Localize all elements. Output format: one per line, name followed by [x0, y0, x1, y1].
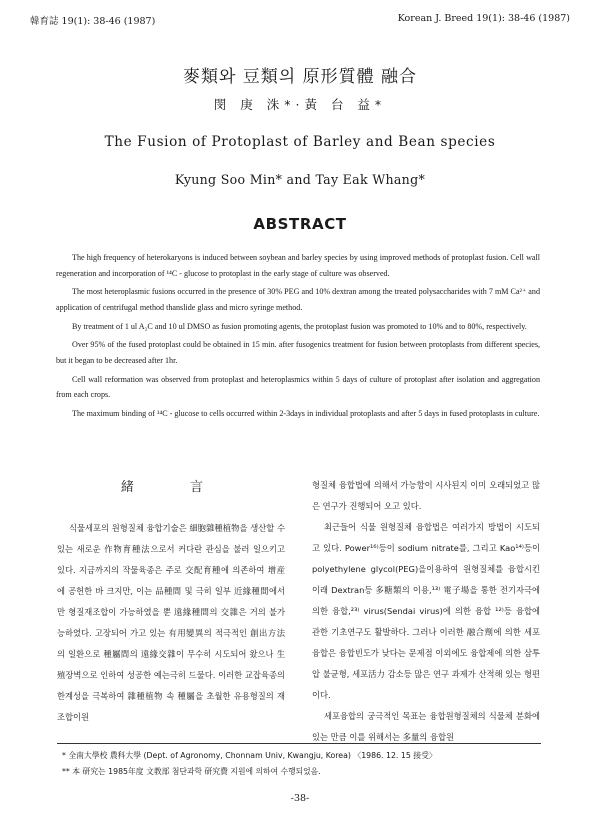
intro-paragraph: 세포융합의 궁극적인 목표는 융합원형질체의 식물체 분화에 있는 만큼 이를 위해서는 多量의 융합원 — [312, 711, 540, 742]
footnote-divider — [57, 743, 541, 744]
intro-left-column — [57, 475, 285, 728]
intro-right-column — [312, 475, 540, 748]
abstract-paragraph: The maximum binding of ¹⁴C - glucose to cells occurred within 2-3days in individual protoplasts and after 5 days in fused protoplasts in culture. — [72, 408, 540, 418]
intro-paragraph: 형질체 융합법에 의해서 가능함이 시사된지 이미 오래되었고 많은 연구가 진행되어 오고 있다. — [312, 480, 540, 511]
abstract-heading: ABSTRACT — [253, 215, 347, 233]
title-korean: 麥類와 豆類의 原形質體 融合 — [182, 67, 418, 87]
abstract-paragraph: The high frequency of heterokaryons is induced between soybean and barley species by using improved methods of protoplast fusion. Cell wall regeneration and incorporation of ¹⁴C - glucose to protoplast in the early stage of culture was observed. — [56, 253, 540, 278]
journal-header-korean: 韓育誌 19(1): 38-46 (1987) — [30, 16, 156, 27]
intro-paragraph: 최근들어 식물 원형질체 융합법은 여러가지 방법이 시도되고 있다. Power¹⁶⁾등이 sodium nitrate를, 그리고 Kao¹⁴⁾등이 polyethylene glycol(PEG)을이용하여 원형질체를 융합시킨 이래 Dextran등 多糖類의 이용,¹³⁾ 電子場을 통한 전기자극에 의한 융합,²³⁾ virus(Sendai virus)에 의한 융합 ¹²⁾등 융합에 관한 기초연구도 활발하다. 그러나 이러한 融合劑에 의한 세포융합은 융합빈도가 낮다는 문제점 이외에도 융합제에 의한 삼투압 불균형, 세포活力 감소등 많은 연구 과제가 산적해 있는 형편이다. — [312, 522, 540, 700]
abstract-body — [56, 250, 540, 425]
footnote-funding: ** 本 研究는 1985年度 文教部 첨단과학 研究費 지원에 의하여 수행되었음. — [62, 767, 321, 776]
footnote-affiliation: * 全南大學校 農科大學 (Dept. of Agronomy, Chonnam Univ, Kwangju, Korea) 〈1986. 12. 15 接受〉 — [62, 751, 437, 760]
journal-header-english: Korean J. Breed 19(1): 38-46 (1987) — [397, 13, 570, 24]
authors-korean: 閔 庚 洙*·黃 台 益* — [213, 97, 387, 112]
authors-english: Kyung Soo Min* and Tay Eak Whang* — [174, 172, 426, 187]
intro-paragraph: 식물세포의 원형질체 융합기술은 細胞雜種植物을 생산할 수 있는 새로운 作物育種法으로서 커다란 관심을 불러 일으키고 있다. 지금까지의 작물육종은 주로 交配育種에 의존하여 增産에 공헌한 바 크지만, 이는 品種間 및 극히 일부 近緣種間에서만 형질재조합이 가능하였을 뿐 遠緣種間의 交雜은 거의 불가능하였다. 고장되어 가고 있는 有用變異의 적극적인 創出方法의 일환으로 種屬間의 遠緣交雜이 무수히 시도되어 왔으나 生殖장벽으로 인하여 성공한 예는극히 드물다. 이러한 교잡육종의 한계성을 극복하여 雜種植物 속 種屬을 초월한 유용형질의 재조합이원 — [57, 523, 285, 722]
abstract-paragraph: Over 95% of the fused protoplast could be obtained in 15 min. after fusogenics treatment for fusion between protoplasts from different species, but it began to be decreased after 1hr. — [56, 340, 540, 365]
title-english: The Fusion of Protoplast of Barley and Bean species — [104, 134, 496, 150]
page-number: -38- — [290, 793, 310, 804]
abstract-paragraph: The most heteroplasmic fusions occurred in the presence of 30% PEG and 10% dextran among the treated polysaccharides with 7 mM Ca²⁺ and application of centrifugal method thanslide glass and micro syringe method. — [56, 287, 540, 312]
abstract-paragraph: By treatment of 1 ul A₂C and 10 ul DMSO as fusion promoting agents, the protoplast fusion was promoted to 10% and to 80%, respectively. — [72, 321, 527, 331]
intro-heading: 緒 言 — [120, 480, 230, 495]
abstract-paragraph: Cell wall reformation was observed from protoplast and heteroplasmics within 5 days of culture of protoplast after isolation and aggregation from each crops. — [56, 374, 540, 400]
